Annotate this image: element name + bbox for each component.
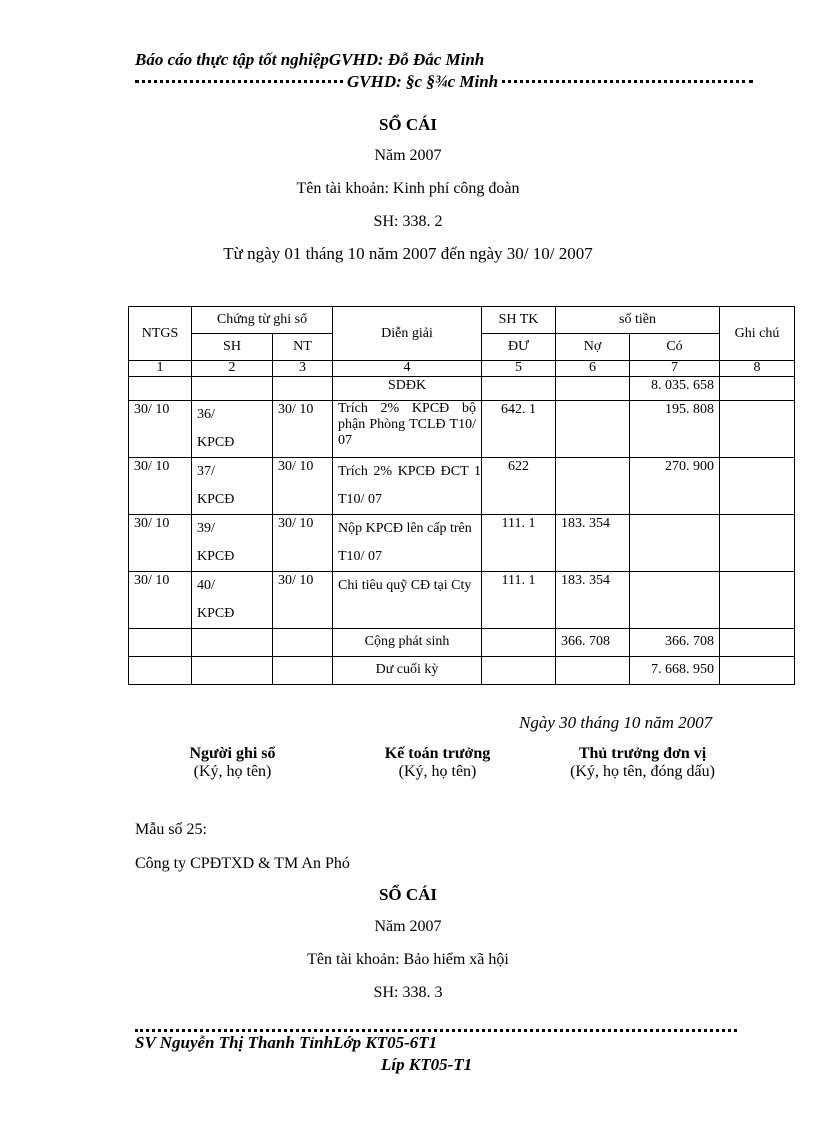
col-number: 4 [333,361,482,377]
row-tk: 111. 1 [482,572,556,629]
row-co: 270. 900 [630,458,720,515]
ledger-table [128,306,795,685]
ledger2-account-number: SH: 338. 3 [373,984,443,1001]
total-co: 366. 708 [630,629,720,657]
date-line: Ngày 30 tháng 10 năm 2007 [519,713,713,732]
row-nt: 30/ 10 [273,572,333,629]
ledger2-account-name: Tên tài khoản: Bảo hiểm xã hội [307,951,509,968]
signature-note: (Ký, họ tên, đóng dấu) [570,763,715,780]
row-sh: 39/ KPCĐ [192,515,273,572]
row-co: 195. 808 [630,401,720,458]
closing-balance-row [129,657,795,685]
table-row [129,515,795,572]
closing-balance-co: 7. 668. 950 [630,657,720,685]
col-du: ĐƯ [482,334,556,361]
col-number: 6 [556,361,630,377]
row-dien-giai: Chi tiêu quỹ CĐ tại Cty [333,572,482,629]
row-dien-giai: Trích 2% KPCĐ bộ phận Phòng TCLĐ T10/ 07 [333,401,482,458]
signature-note: (Ký, họ tên) [398,763,477,780]
col-so-tien: số tiền [556,307,720,334]
ledger-account-name: Tên tài khoản: Kinh phí công đoàn [296,180,520,197]
table-header-row [129,307,795,334]
closing-balance-label: Dư cuối kỳ [333,657,482,685]
signature-note: (Ký, họ tên) [193,763,272,780]
table-row [129,572,795,629]
signature-title: Người ghi sổ [189,745,276,762]
row-nt: 30/ 10 [273,515,333,572]
footer-class: Líp KT05-T1 [381,1055,473,1074]
row-no [556,458,630,515]
row-tk: 111. 1 [482,515,556,572]
opening-balance-co: 8. 035. 658 [630,377,720,401]
col-co: Có [630,334,720,361]
ledger2-year: Năm 2007 [374,918,442,935]
col-no: Nợ [556,334,630,361]
table-row [129,401,795,458]
row-dien-giai: Trích 2% KPCĐ ĐCT 1 T10/ 07 [333,458,482,515]
col-number: 7 [630,361,720,377]
row-nt: 30/ 10 [273,458,333,515]
col-nt: NT [273,334,333,361]
row-tk: 642. 1 [482,401,556,458]
col-sh: SH [192,334,273,361]
row-ntgs: 30/ 10 [129,401,192,458]
col-number-row [129,361,795,377]
opening-balance-row [129,377,795,401]
footer-divider [135,1029,737,1032]
col-number: 1 [129,361,192,377]
row-ntgs: 30/ 10 [129,458,192,515]
ledger-account-number: SH: 338. 2 [373,213,443,230]
ledger2-title: SỔ CÁI [378,885,438,904]
col-number: 2 [192,361,273,377]
col-number: 8 [720,361,795,377]
table-row [129,458,795,515]
company-name: Công ty CPĐTXD & TM An Phó [135,855,350,872]
row-no: 183. 354 [556,572,630,629]
ledger-year: Năm 2007 [374,147,442,164]
signature-recorder [150,745,315,781]
signature-chief-accountant [355,745,520,781]
row-co [630,515,720,572]
total-no: 366. 708 [556,629,630,657]
row-nt: 30/ 10 [273,401,333,458]
footer-student: SV Nguyễn Thị Thanh TỉnhLớp KT05-6T1 [135,1033,438,1052]
row-sh: 37/ KPCĐ [192,458,273,515]
header-subtitle: GVHD: §c §¾c Minh [347,72,499,91]
signature-director [540,745,745,781]
row-sh: 40/ KPCĐ [192,572,273,629]
row-ntgs: 30/ 10 [129,572,192,629]
signature-title: Kế toán trưởng [384,745,491,762]
ledger-period: Từ ngày 01 tháng 10 năm 2007 đến ngày 30/ 10/ 2007 [223,244,593,263]
row-tk: 622 [482,458,556,515]
form-number: Mẫu số 25: [135,821,207,838]
row-co [630,572,720,629]
col-shtk: SH TK [482,307,556,334]
header-title: Báo cáo thực tập tốt nghiệpGVHD: Đỗ Đắc Minh [135,50,485,69]
row-dien-giai: Nộp KPCĐ lên cấp trên T10/ 07 [333,515,482,572]
col-number: 5 [482,361,556,377]
row-ntgs: 30/ 10 [129,515,192,572]
ledger-title: SỔ CÁI [378,115,438,134]
row-no [556,401,630,458]
row-sh: 36/ KPCĐ [192,401,273,458]
col-chung-tu: Chứng từ ghi sổ [192,307,333,334]
signature-title: Thủ trưởng đơn vị [578,745,707,762]
row-no: 183. 354 [556,515,630,572]
col-dien-giai: Diễn giải [333,307,482,361]
total-row [129,629,795,657]
col-ntgs: NTGS [129,307,192,361]
col-ghi-chu: Ghi chú [720,307,795,361]
total-label: Cộng phát sinh [333,629,482,657]
col-number: 3 [273,361,333,377]
opening-balance-label: SDĐK [333,377,482,401]
